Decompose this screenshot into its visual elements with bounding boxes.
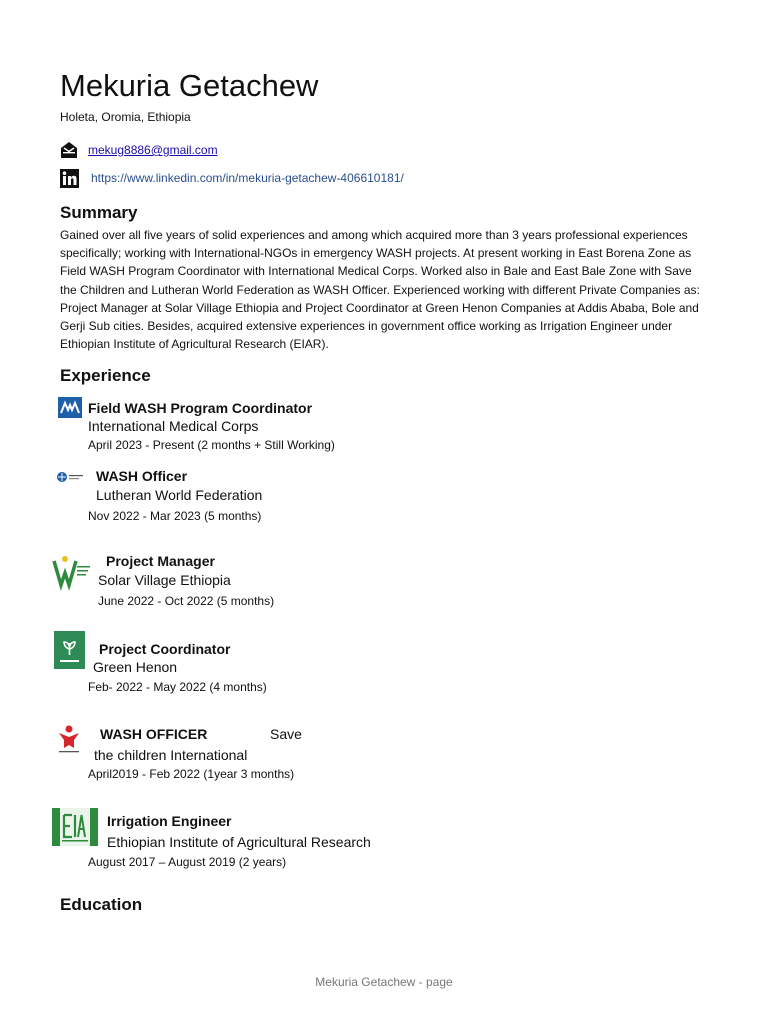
experience-dates: June 2022 - Oct 2022 (5 months) <box>98 594 275 608</box>
eiar-logo <box>52 808 98 846</box>
experience-org-part1: Save <box>270 726 302 742</box>
experience-role: WASH OFFICER <box>100 726 208 742</box>
experience-org: International Medical Corps <box>88 418 259 434</box>
experience-role: Irrigation Engineer <box>107 813 232 829</box>
experience-dates: August 2017 – August 2019 (2 years) <box>88 855 287 869</box>
experience-org-part2: the children International <box>94 747 248 763</box>
candidate-location: Holeta, Oromia, Ethiopia <box>60 110 191 124</box>
experience-dates: Feb- 2022 - May 2022 (4 months) <box>88 680 267 694</box>
experience-org: Ethiopian Institute of Agricultural Research <box>107 834 371 850</box>
envelope-icon <box>60 141 78 159</box>
email-link[interactable]: mekug8886@gmail.com <box>88 143 218 157</box>
summary-text: Gained over all five years of solid experiences and among which acquired more than 3 years professional experiences specifically; working with International-NGOs in emergency WASH projects. At present working in East Borena Zone as Field WASH Program Coordinator with International Medical Corps. Worked also in Bale and East Bale Zone with Save the Children and Lutheran World Federation as WASH Officer. Experienced working with different Private Companies as: Project Manager at Solar Village Ethiopia and Project Coordinator at Green Henon Companies at Addis Ababa, Bole and Gerji Sub cities. Besides, acquired extensive experiences in government office working as Irrigation Engineer under Ethiopian Institute of Agricultural Research (EIAR). <box>60 228 700 352</box>
experience-dates: April2019 - Feb 2022 (1year 3 months) <box>88 767 295 781</box>
experience-org: Green Henon <box>93 659 178 675</box>
experience-role: Field WASH Program Coordinator <box>88 400 313 416</box>
experience-dates: Nov 2022 - Mar 2023 (5 months) <box>88 509 262 523</box>
linkedin-link[interactable]: https://www.linkedin.com/in/mekuria-getachew-406610181/ <box>91 171 404 185</box>
linkedin-icon <box>60 169 79 188</box>
experience-dates: April 2023 - Present (2 months + Still Working) <box>88 438 335 452</box>
experience-role: WASH Officer <box>96 468 188 484</box>
summary-heading: Summary <box>60 203 138 222</box>
experience-role: Project Coordinator <box>99 641 231 657</box>
experience-org: Lutheran World Federation <box>96 487 263 503</box>
experience-heading: Experience <box>60 366 151 385</box>
save-the-children-logo <box>55 724 83 756</box>
lwf-logo <box>56 470 86 486</box>
candidate-name: Mekuria Getachew <box>60 68 319 103</box>
experience-org: Solar Village Ethiopia <box>98 572 231 588</box>
education-heading: Education <box>60 895 143 914</box>
imc-logo <box>58 397 82 418</box>
green-henon-logo <box>54 631 85 669</box>
page-footer: Mekuria Getachew - page <box>315 975 453 989</box>
solar-village-logo <box>52 553 92 591</box>
experience-role: Project Manager <box>106 553 215 569</box>
